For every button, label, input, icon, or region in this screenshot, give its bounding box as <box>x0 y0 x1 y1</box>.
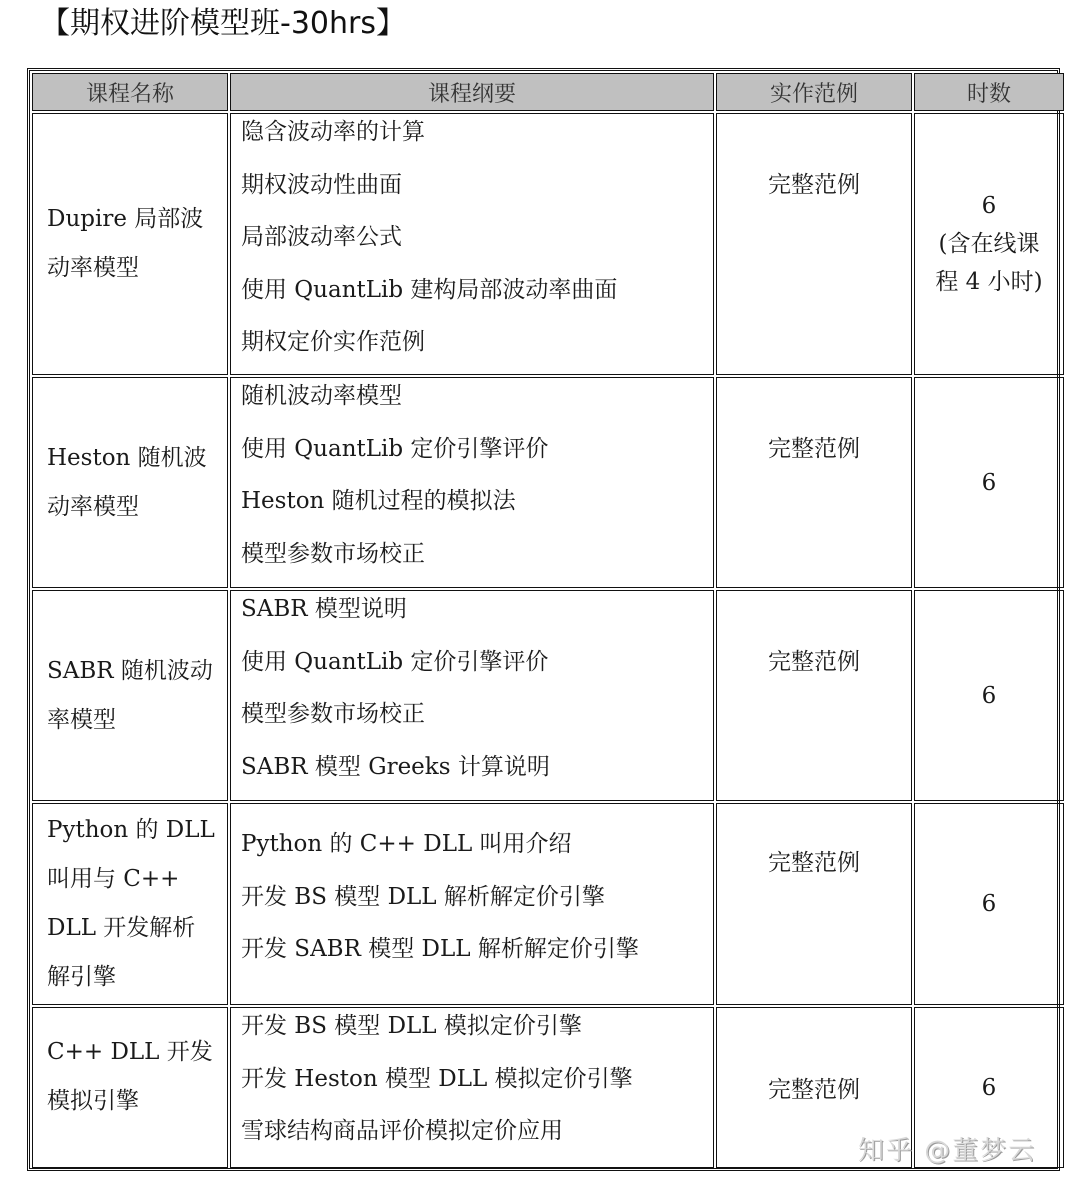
outline-item: 随机波动率模型 <box>241 383 402 409</box>
course-name: Dupire 局部波动率模型 <box>32 113 228 375</box>
course-table <box>27 68 1060 1171</box>
header-hours: 时数 <box>914 73 1064 111</box>
header-course-outline: 课程纲要 <box>230 73 714 111</box>
hours-value: 6 <box>914 803 1064 1005</box>
header-course-name: 课程名称 <box>32 73 228 111</box>
hours-value: 6 <box>914 1007 1064 1168</box>
practice-example: 完整范例 <box>716 590 912 801</box>
outline-item: 模型参数市场校正 <box>241 540 425 567</box>
course-outline <box>230 377 714 588</box>
course-name: SABR 随机波动率模型 <box>32 590 228 801</box>
outline-item: 模型参数市场校正 <box>241 701 425 727</box>
outline-item: Heston 随机过程的模拟法 <box>241 488 516 514</box>
course-name: Heston 随机波动率模型 <box>32 377 228 588</box>
outline-item: 使用 QuantLib 定价引擎评价 <box>241 648 549 675</box>
course-outline <box>230 803 714 1005</box>
table-row <box>32 377 1064 588</box>
outline-item: Python 的 C++ DLL 叫用介绍 <box>241 831 572 857</box>
outline-item: 开发 BS 模型 DLL 解析解定价引擎 <box>241 883 605 910</box>
watermark: 知乎 @董梦云 <box>858 1136 1037 1166</box>
outline-item: 开发 BS 模型 DLL 模拟定价引擎 <box>241 1013 582 1039</box>
hours-value: 6 <box>914 590 1064 801</box>
outline-item: 期权波动性曲面 <box>241 171 402 198</box>
page-title: 【期权进阶模型班-30hrs】 <box>40 6 406 41</box>
course-outline <box>230 590 714 801</box>
outline-item: 局部波动率公式 <box>241 224 402 250</box>
outline-item: SABR 模型 Greeks 计算说明 <box>241 753 550 780</box>
outline-item: 开发 SABR 模型 DLL 解析解定价引擎 <box>241 936 639 962</box>
practice-example: 完整范例 <box>716 803 912 1005</box>
course-outline <box>230 1007 714 1168</box>
practice-example: 完整范例 <box>716 377 912 588</box>
hours-value: 6 <box>981 193 997 219</box>
outline-item: 期权定价实作范例 <box>241 329 425 355</box>
hours <box>914 113 1064 375</box>
outline-item: SABR 模型说明 <box>241 596 407 622</box>
table-row <box>32 803 1064 1005</box>
practice-example: 完整范例 <box>716 113 912 375</box>
table-row <box>32 590 1064 801</box>
hours-note: (含在线课程 4 小时) <box>935 231 1043 295</box>
course-name: C++ DLL 开发模拟引擎 <box>32 1007 228 1168</box>
outline-item: 使用 QuantLib 建构局部波动率曲面 <box>241 276 618 303</box>
outline-item: 使用 QuantLib 定价引擎评价 <box>241 435 549 462</box>
course-name: Python 的 DLL 叫用与 C++ DLL 开发解析解引擎 <box>32 803 228 1005</box>
table-row <box>32 113 1064 375</box>
hours-value: 6 <box>914 377 1064 588</box>
outline-item: 隐含波动率的计算 <box>241 119 425 145</box>
outline-item: 开发 Heston 模型 DLL 模拟定价引擎 <box>241 1065 633 1092</box>
outline-item: 雪球结构商品评价模拟定价应用 <box>241 1118 563 1144</box>
header-practice-example: 实作范例 <box>716 73 912 111</box>
practice-example: 完整范例 <box>716 1007 912 1168</box>
course-outline <box>230 113 714 375</box>
